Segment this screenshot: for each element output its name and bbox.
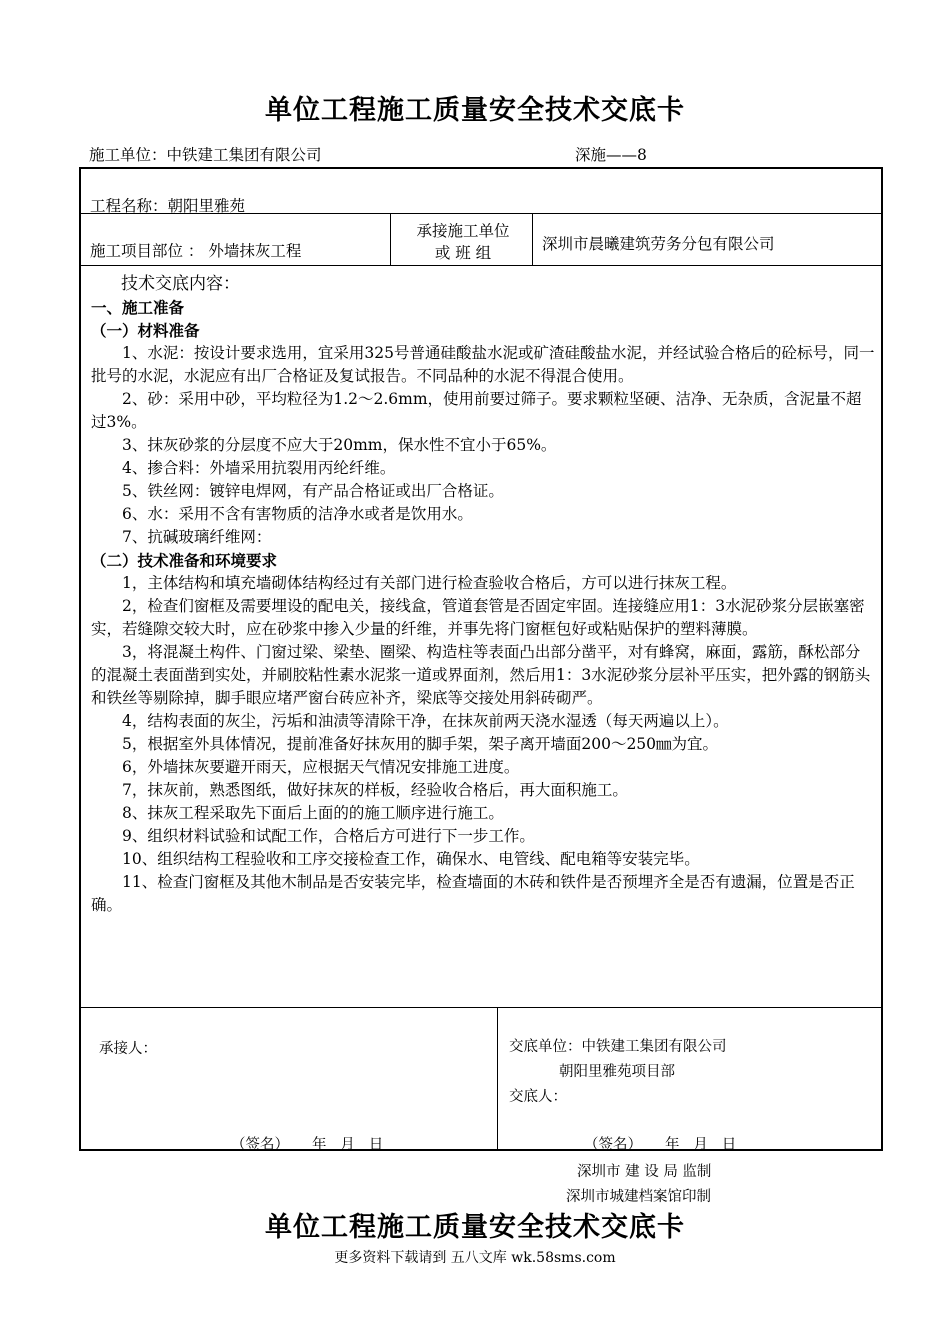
paragraph: 1，主体结构和填充墙砌体结构经过有关部门进行检查验收合格后，方可以进行抹灰工程。 (122, 574, 737, 592)
col-divider (390, 213, 391, 265)
col-divider (497, 1007, 498, 1151)
paragraph: 10、组织结构工程验收和工序交接检查工作，确保水、电管线、配电箱等安装完毕。 (122, 850, 700, 868)
project-dept: 施工项目部位 ： 外墙抹灰工程 (90, 242, 302, 260)
paragraph: 4、掺合料：外墙采用抗裂用丙纶纤维。 (122, 459, 396, 477)
paragraph: 11、检查门窗框及其他木制品是否安装完毕，检查墙面的木砖和铁件是否预埋齐全是否有遗漏，位置是否正确。 (91, 873, 855, 914)
paragraph: 3、抹灰砂浆的分层度不应大于20mm，保水性不宜小于65%。 (122, 436, 557, 454)
col-divider (532, 213, 533, 265)
disclosure-content (91, 273, 875, 917)
row-divider (81, 265, 881, 266)
download-note: 更多资料下载请到 五八文库 wk.58sms.com (334, 1250, 616, 1266)
paragraph: 2、砂：采用中砂，平均粒径为1.2～2.6mm，使用前要过筛子。要求颗粒坚硬、洁净、无杂质，含泥量不超过3%。 (91, 390, 862, 431)
paragraph: 8、抹灰工程采取先下面后上面的的施工顺序进行施工。 (122, 804, 504, 822)
receiver-value: 深圳市晨曦建筑劳务分包有限公司 (542, 235, 775, 253)
content-lead: 技术交底内容： (121, 274, 240, 294)
paragraph: 7，抹灰前，熟悉图纸，做好抹灰的样板，经验收合格后，再大面积施工。 (122, 781, 628, 799)
receiver-signature-label: 承接人： (99, 1041, 157, 1057)
row-divider (81, 1007, 881, 1008)
subsection-heading: （一）材料准备 (91, 321, 200, 340)
form-code: 深施——8 (575, 146, 647, 164)
receiver-label-line-2: 或 班 组 (434, 244, 492, 262)
repeat-title: 单位工程施工质量安全技术交底卡 (265, 1212, 685, 1243)
page-title: 单位工程施工质量安全技术交底卡 (265, 95, 685, 126)
discloser-unit: 交底单位：中铁建工集团有限公司 (509, 1039, 727, 1055)
receiver-label (399, 220, 527, 264)
paragraph: 6，外墙抹灰要避开雨天，应根据天气情况安排施工进度。 (122, 758, 520, 776)
construction-unit: 施工单位：中铁建工集团有限公司 (89, 146, 322, 164)
discloser-sign-date: （签名） 年 月 日 (584, 1137, 737, 1153)
project-name: 工程名称：朝阳里雅苑 (90, 197, 246, 215)
paragraph: 3，将混凝土构件、门窗过梁、梁垫、圈梁、构造柱等表面凸出部分凿平，对有蜂窝，麻面，露筋，酥松部分的混凝土表面凿到实处，并刷胶粘性素水泥浆一道或界面剂，然后用1：3水泥砂浆分层补平压实，把外露的钢筋头和铁丝等剔除掉，脚手眼应堵严窗台砖应补齐，梁底等交接处用斜砖砌严。 (91, 643, 871, 707)
receiver-label-line-1: 承接施工单位 (416, 222, 510, 240)
supervisor-note: 深圳市 建 设 局 监制 (577, 1164, 712, 1180)
subsection-heading: （二）技术准备和环境要求 (91, 551, 278, 570)
discloser-signature-label: 交底人： (509, 1089, 567, 1105)
receiver-sign-date: （签名） 年 月 日 (231, 1137, 384, 1153)
form-table (79, 167, 883, 1151)
discloser-dept: 朝阳里雅苑项目部 (559, 1064, 675, 1080)
paragraph: 7、抗碱玻璃纤维网： (122, 528, 272, 546)
paragraph: 4，结构表面的灰尘，污垢和油渍等清除干净，在抹灰前两天浇水湿透（每天两遍以上）。 (122, 712, 729, 730)
section-heading: 一、施工准备 (91, 298, 185, 317)
paragraph: 2，检查们窗框及需要埋设的配电关，接线盒，管道套管是否固定牢固。连接缝应用1：3水泥砂浆分层嵌塞密实，若缝隙交较大时，应在砂浆中掺入少量的纤维，并事先将门窗框包好或粘贴保护的塑料薄膜。 (91, 597, 865, 638)
printer-note: 深圳市城建档案馆印制 (566, 1189, 711, 1205)
paragraph: 9、组织材料试验和试配工作，合格后方可进行下一步工作。 (122, 827, 535, 845)
paragraph: 5、铁丝网：镀锌电焊网，有产品合格证或出厂合格证。 (122, 482, 504, 500)
paragraph: 5，根据室外具体情况，提前准备好抹灰用的脚手架，架子离开墙面200～250㎜为宜。 (122, 735, 719, 753)
paragraph: 6、水：采用不含有害物质的洁净水或者是饮用水。 (122, 505, 473, 523)
paragraph: 1、水泥：按设计要求选用，宜采用325号普通硅酸盐水泥或矿渣硅酸盐水泥，并经试验合格后的砼标号，同一批号的水泥，水泥应有出厂合格证及复试报告。不同品种的水泥不得混合使用。 (91, 344, 875, 385)
